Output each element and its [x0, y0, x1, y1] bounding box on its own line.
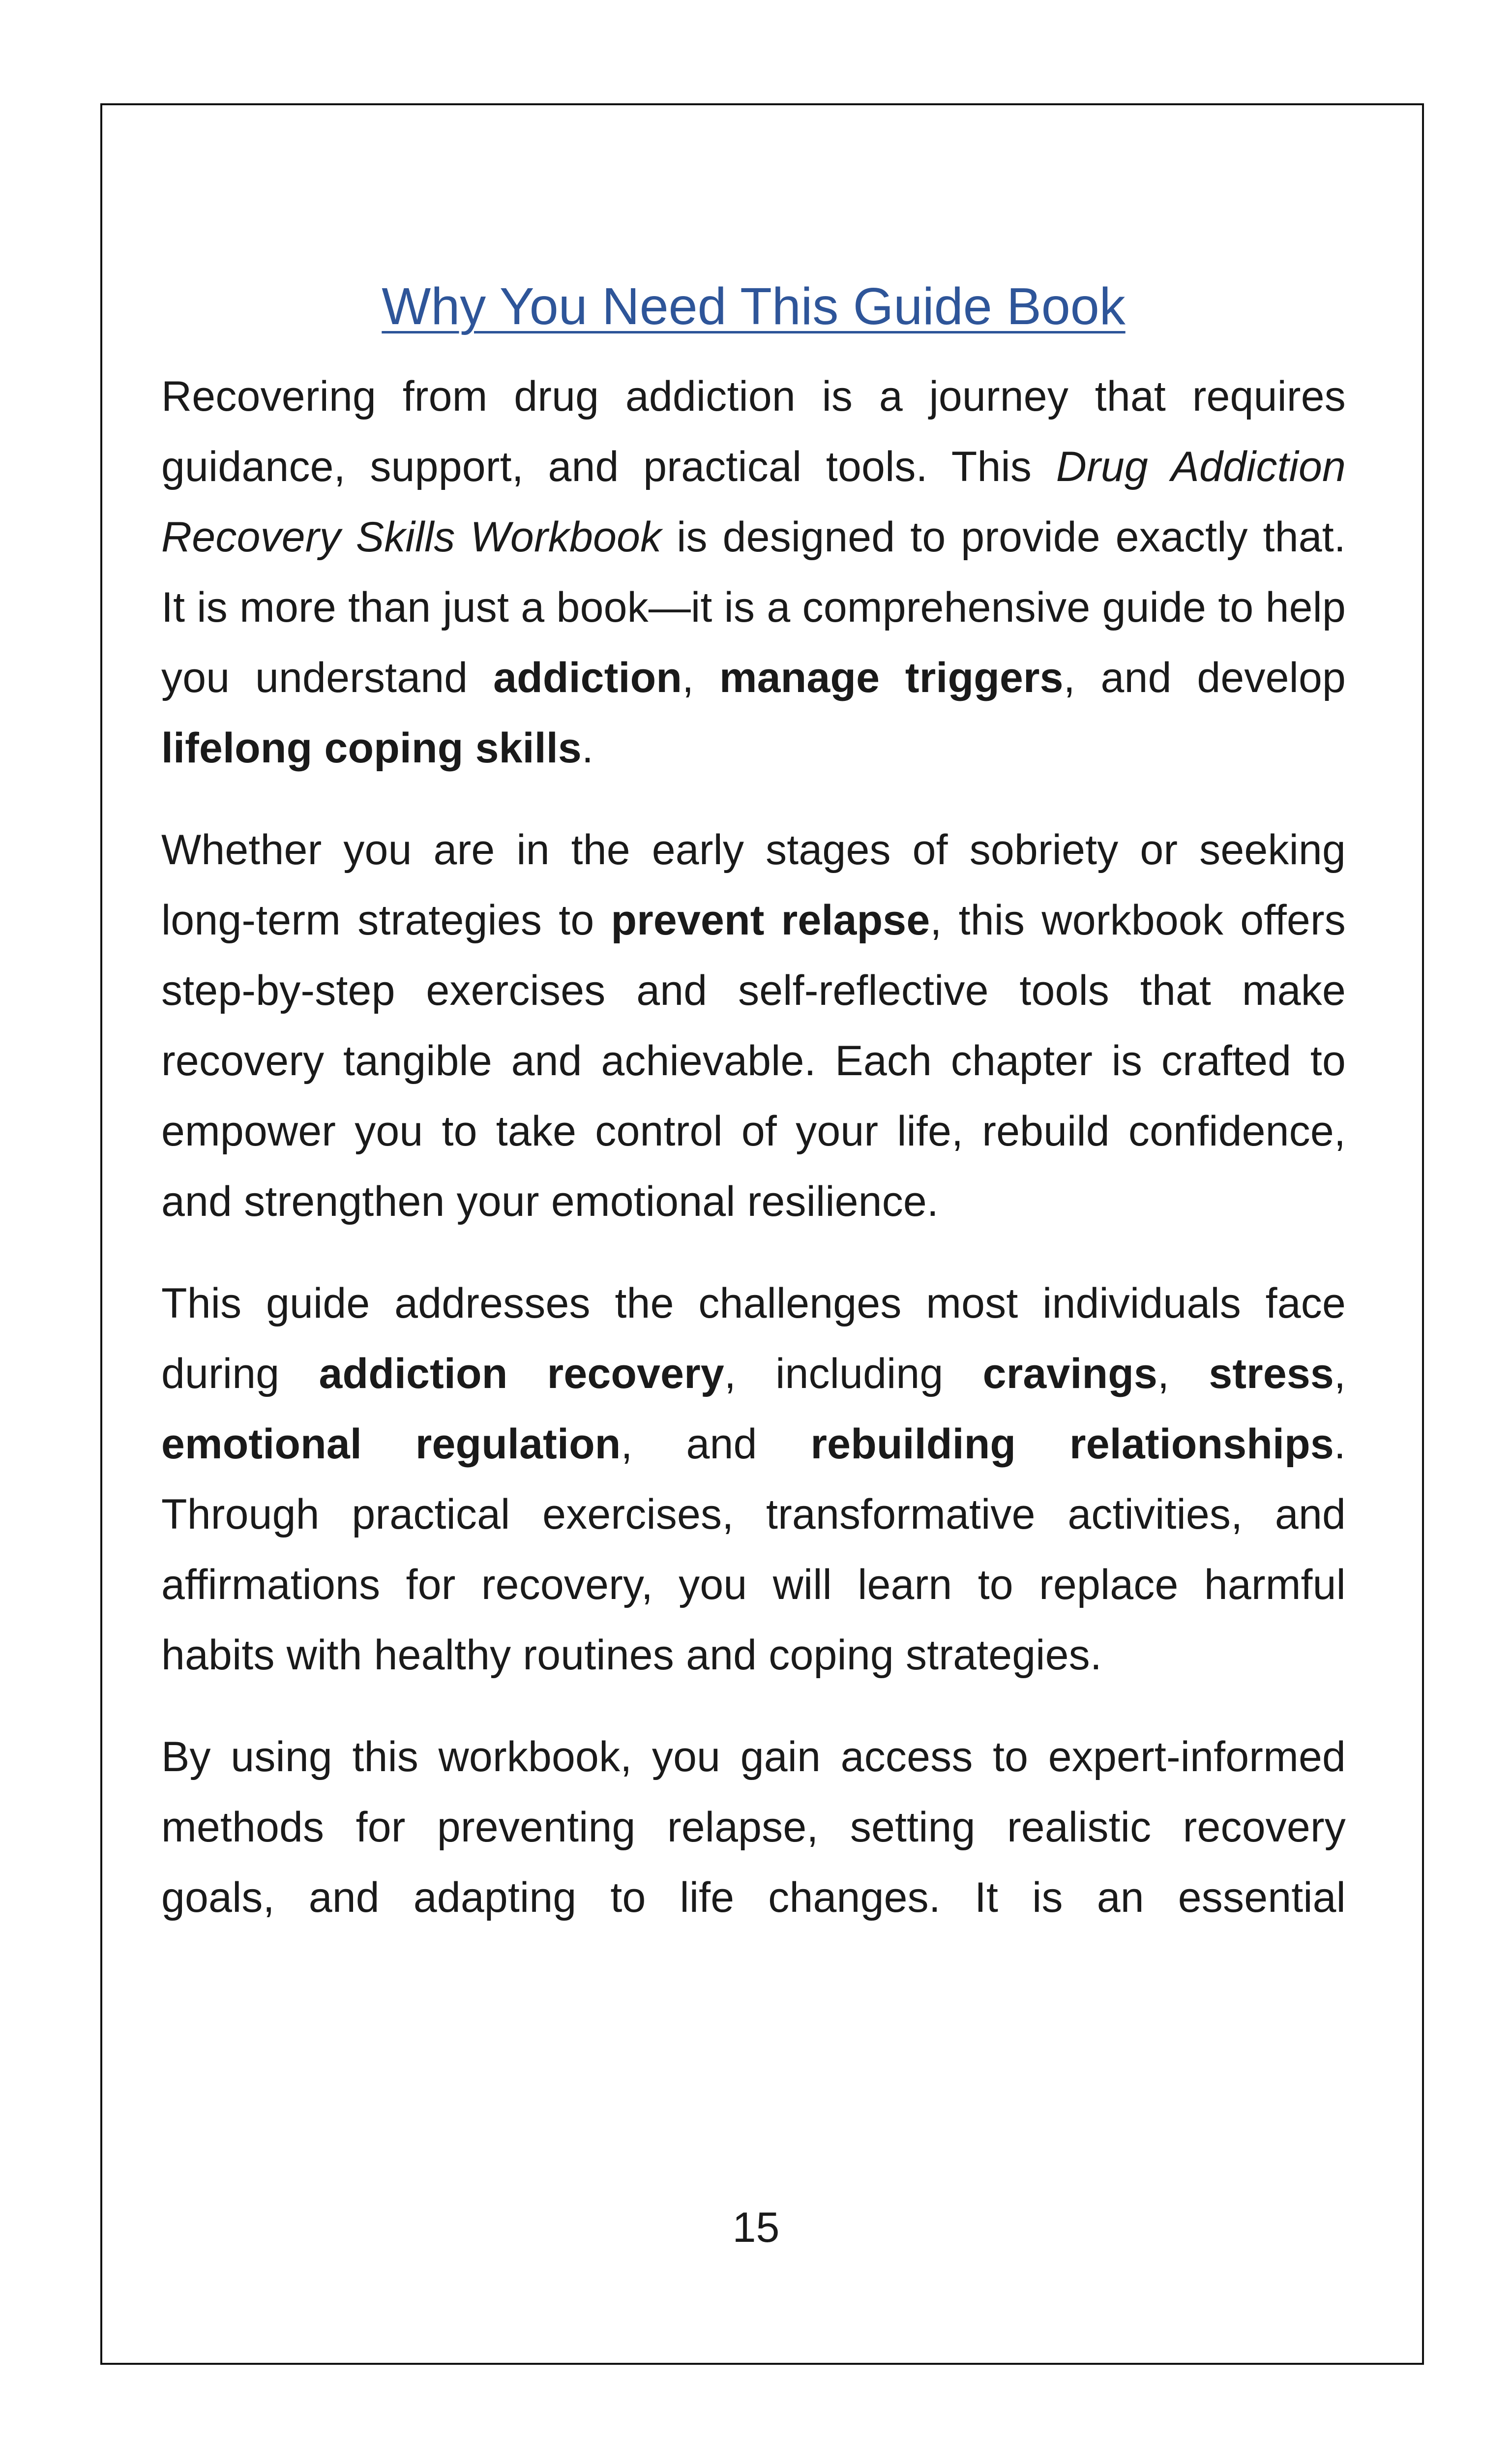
- bold-term: cravings: [982, 1350, 1158, 1398]
- paragraph-3: [161, 1268, 1346, 1690]
- text: Recovering from drug addiction is a journey that requires guidance, support, and practical tools. This: [161, 373, 1346, 491]
- text: .: [581, 724, 594, 772]
- bold-term: rebuilding relationships: [810, 1420, 1334, 1468]
- paragraph-4: [161, 1722, 1346, 1933]
- bold-term: lifelong coping skills: [161, 724, 582, 772]
- page-number: 15: [732, 2204, 780, 2251]
- text: , and: [621, 1420, 811, 1468]
- text: ,: [682, 654, 719, 702]
- section-title: Why You Need This Guide Book: [382, 277, 1126, 335]
- text: is designed to provide exactly that. It is more than just a book—it is a comprehensive guide to help you understand: [161, 513, 1346, 702]
- bold-term: addiction recovery: [319, 1350, 724, 1398]
- paragraph-1: [161, 362, 1346, 784]
- text: . Through practical exercises, transformative activities, and affirmations for recovery, you will learn to replace harmful habits with healthy routines and coping strategies.: [161, 1420, 1346, 1679]
- bold-term: prevent relapse: [611, 897, 930, 944]
- text: , and develop: [1063, 654, 1346, 702]
- page-content: [161, 275, 1346, 1964]
- book-title-italic: Drug Addiction Recovery Skills Workbook: [161, 443, 1346, 561]
- text: Whether you are in the early stages of sobriety or seeking long-term strategies to: [161, 826, 1346, 944]
- bold-term: addiction: [493, 654, 682, 702]
- text: ,: [1157, 1350, 1209, 1398]
- bold-term: stress: [1209, 1350, 1334, 1398]
- text: This guide addresses the challenges most individuals face during: [161, 1280, 1346, 1398]
- paragraph-2: [161, 815, 1346, 1237]
- bold-term: manage triggers: [719, 654, 1064, 702]
- text: , including: [724, 1350, 983, 1398]
- text: By using this workbook, you gain access to expert-informed methods for preventing relapse, setting realistic recovery goals, and adapting to life changes. It is an essential: [161, 1733, 1346, 1922]
- text: , this workbook offers step-by-step exercises and self-reflective tools that make recovery tangible and achievable. Each chapter is crafted to empower you to take control of your life, rebuild confidence, and strengthen your emotional resilience.: [161, 897, 1346, 1226]
- text: ,: [1334, 1350, 1346, 1398]
- bold-term: emotional regulation: [161, 1420, 621, 1468]
